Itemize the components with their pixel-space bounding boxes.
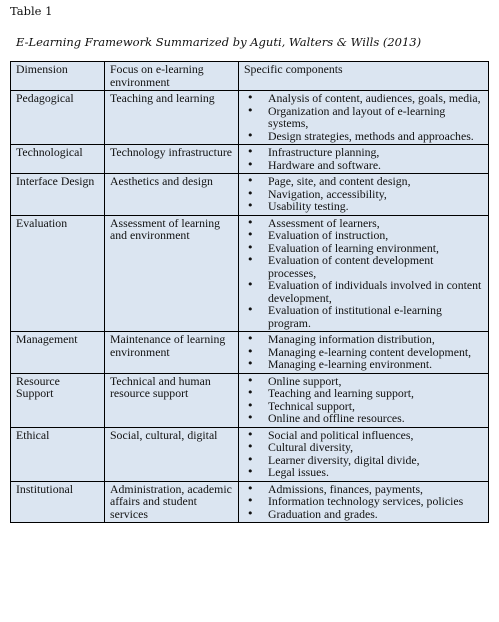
component-item: • Managing e-learning environment. (268, 358, 484, 371)
component-item: • Navigation, accessibility, (268, 188, 484, 201)
focus-cell: Administration, academic affairs and student services (105, 481, 239, 523)
component-item: • Hardware and software. (268, 159, 484, 172)
component-item: • Social and political influences, (268, 429, 484, 442)
components-cell (239, 91, 489, 145)
component-item: • Learner diversity, digital divide, (268, 454, 484, 467)
components-cell (239, 373, 489, 427)
component-item: • Organization and layout of e-learning systems, (268, 105, 484, 130)
component-item: • Evaluation of individuals involved in content development, (268, 279, 484, 304)
component-item: • Infrastructure planning, (268, 146, 484, 159)
table-caption: E-Learning Framework Summarized by Aguti, Walters & Wills (2013) (16, 35, 422, 49)
component-item: • Online support, (268, 375, 484, 388)
framework-table (10, 61, 489, 523)
component-item: • Page, site, and content design, (268, 175, 484, 188)
components-cell (239, 332, 489, 374)
focus-cell: Technical and human resource support (105, 373, 239, 427)
focus-cell: Maintenance of learning environment (105, 332, 239, 374)
component-item: • Evaluation of instruction, (268, 229, 484, 242)
components-list (244, 175, 484, 213)
component-item: • Analysis of content, audiences, goals, media, (268, 92, 484, 105)
components-list (244, 217, 484, 330)
components-cell (239, 174, 489, 216)
component-item: • Design strategies, methods and approaches. (268, 130, 484, 143)
table-row (11, 215, 489, 332)
table-row (11, 332, 489, 374)
focus-cell: Teaching and learning (105, 91, 239, 145)
header-focus: Focus on e-learning environment (105, 62, 239, 91)
components-cell (239, 145, 489, 174)
component-item: • Information technology services, policies (268, 495, 484, 508)
dimension-cell: Institutional (11, 481, 105, 523)
component-item: • Online and offline resources. (268, 412, 484, 425)
dimension-cell: Technological (11, 145, 105, 174)
table-row (11, 481, 489, 523)
table-row (11, 174, 489, 216)
component-item: • Teaching and learning support, (268, 387, 484, 400)
header-row (11, 62, 489, 91)
dimension-cell: Ethical (11, 427, 105, 481)
header-components: Specific components (239, 62, 489, 91)
component-item: • Cultural diversity, (268, 441, 484, 454)
table-row (11, 427, 489, 481)
component-item: • Graduation and grades. (268, 508, 484, 521)
component-item: • Managing information distribution, (268, 333, 484, 346)
dimension-cell: Management (11, 332, 105, 374)
dimension-cell: Interface Design (11, 174, 105, 216)
components-list (244, 92, 484, 142)
focus-cell: Technology infrastructure (105, 145, 239, 174)
component-item: • Assessment of learners, (268, 217, 484, 230)
component-item: • Evaluation of institutional e-learning program. (268, 304, 484, 329)
dimension-cell: Resource Support (11, 373, 105, 427)
component-item: • Legal issues. (268, 466, 484, 479)
component-item: • Evaluation of learning environment, (268, 242, 484, 255)
table-row (11, 91, 489, 145)
table-row (11, 373, 489, 427)
components-list (244, 333, 484, 371)
components-list (244, 429, 484, 479)
components-list (244, 375, 484, 425)
components-cell (239, 427, 489, 481)
component-item: • Usability testing. (268, 200, 484, 213)
focus-cell: Social, cultural, digital (105, 427, 239, 481)
components-list (244, 483, 484, 521)
component-item: • Admissions, finances, payments, (268, 483, 484, 496)
component-item: • Managing e-learning content development, (268, 346, 484, 359)
table-row (11, 145, 489, 174)
header-dimension: Dimension (11, 62, 105, 91)
component-item: • Technical support, (268, 400, 484, 413)
focus-cell: Aesthetics and design (105, 174, 239, 216)
component-item: • Evaluation of content development processes, (268, 254, 484, 279)
table-label: Table 1 (10, 4, 53, 18)
components-cell (239, 215, 489, 332)
focus-cell: Assessment of learning and environment (105, 215, 239, 332)
dimension-cell: Pedagogical (11, 91, 105, 145)
components-list (244, 146, 484, 171)
dimension-cell: Evaluation (11, 215, 105, 332)
components-cell (239, 481, 489, 523)
